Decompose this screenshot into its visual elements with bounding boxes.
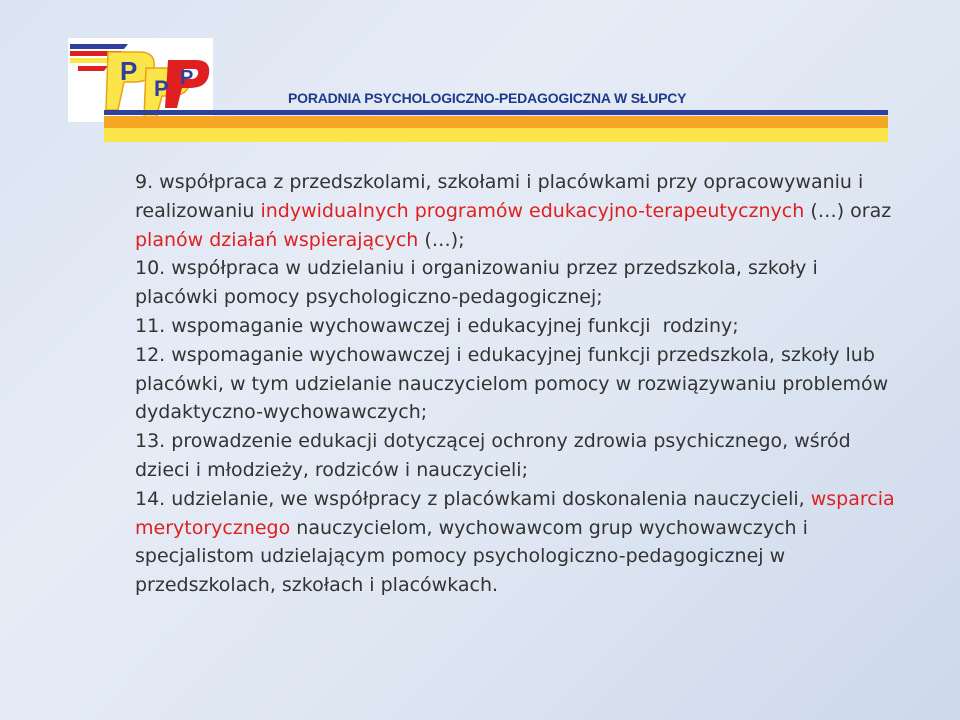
item-14-highlight-support: wsparcia merytorycznego	[135, 487, 895, 539]
item-9-highlight-plans: planów działań wspierających	[135, 228, 419, 251]
list-item-10: 10. współpraca w udzielaniu i organizowaniu przez przedszkola, szkoły i placówki pomocy psychologiczno-pedagogicznej;	[135, 257, 818, 309]
logo-letter-3: P	[180, 67, 194, 89]
list-item-9	[135, 168, 905, 254]
item-9-highlight-programs: indywidualnych programów edukacyjno-terapeutycznych	[260, 199, 805, 222]
list-item-13: 13. prowadzenie edukacji dotyczącej ochrony zdrowia psychicznego, wśród dzieci i młodzieży, rodziców i nauczycieli;	[135, 430, 851, 481]
list-item-12: 12. wspomaganie wychowawczej i edukacyjnej funkcji przedszkola, szkoły lub placówki, w tym udzielanie nauczycielom pomocy w rozwiązywaniu problemów dydaktyczno-wychowawczych;	[135, 343, 889, 424]
item-14-text-end: nauczycielom, wychowawcom grup wychowawczych i specjalistom udzielającym pomocy psychologiczno-pedagogicznej w przedszkolach, szkołach i placówkach.	[135, 516, 808, 597]
item-9-text-end: (…);	[418, 228, 465, 251]
header-bar-yellow	[104, 128, 888, 142]
list-item-14	[135, 485, 905, 600]
header-bar-orange	[104, 116, 888, 128]
item-9-text-middle: (…) oraz	[804, 199, 892, 222]
logo-letter-2: P	[154, 76, 169, 101]
item-9-text: 9. współpraca z przedszkolami, szkołami i placówkami przy opracowywaniu i realizowaniu	[135, 171, 864, 222]
task-list	[135, 168, 905, 600]
header-bar-blue	[104, 110, 888, 115]
item-14-text: 14. udzielanie, we współpracy z placówkami doskonalenia nauczycieli,	[135, 487, 811, 510]
list-item-11: 11. wspomaganie wychowawczej i edukacyjnej funkcji rodziny;	[135, 314, 739, 337]
logo-letter-1: P	[120, 56, 138, 86]
header-title: PORADNIA PSYCHOLOGICZNO-PEDAGOGICZNA W SŁUPCY	[288, 90, 687, 106]
